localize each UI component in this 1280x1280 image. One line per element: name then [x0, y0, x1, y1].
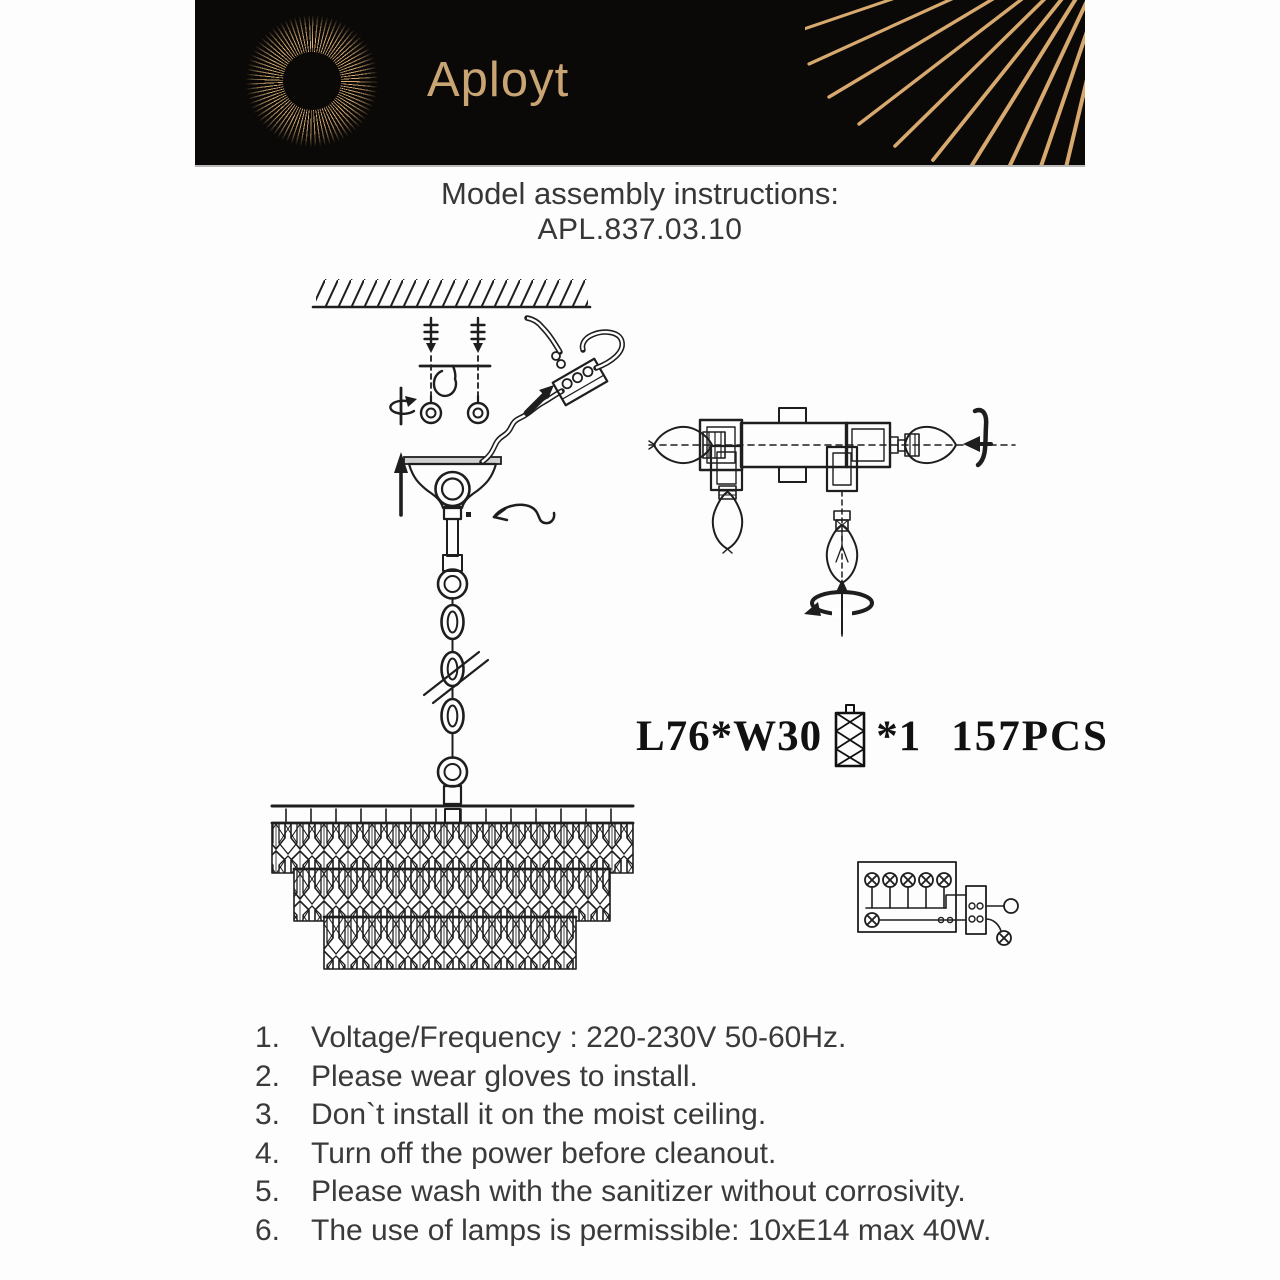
dimensions-label: L76*W30 [636, 712, 823, 760]
crystal-prism-icon [832, 704, 868, 768]
instruction-item [255, 1137, 1065, 1176]
canopy [404, 457, 554, 571]
instruction-number: 4. [255, 1136, 281, 1170]
instruction-number: 6. [255, 1213, 281, 1247]
quantity-label: *1 [876, 712, 922, 760]
wiring-diagram [858, 862, 1018, 945]
crystal-tier-3 [324, 917, 576, 969]
rotate-symbol-icon [390, 388, 417, 424]
instructions-list [255, 1021, 1065, 1253]
suspension-chain [424, 570, 488, 805]
instruction-item [255, 1098, 1065, 1137]
page-title: Model assembly instructions: [441, 176, 839, 211]
instruction-item [255, 1021, 1065, 1060]
bulb-rotation-arrow-right [963, 410, 991, 465]
crystal-tier-1 [272, 823, 633, 873]
instruction-item [255, 1214, 1065, 1253]
instruction-number: 3. [255, 1098, 281, 1132]
pieces-label: 157PCS [951, 712, 1109, 760]
instruction-number: 5. [255, 1175, 281, 1209]
brand-name: Aployt [427, 53, 570, 107]
bulb-rotation-arrow-bottom [804, 579, 872, 634]
chandelier-body [272, 806, 633, 969]
instruction-item [255, 1060, 1065, 1099]
instruction-number: 1. [255, 1021, 281, 1054]
parts-label [636, 704, 1109, 768]
crystal-tier-2 [294, 869, 610, 921]
instruction-text: Please wash with the sanitizer without corrosivity. [311, 1175, 966, 1209]
bulb-installation-diagram [649, 408, 1015, 636]
instruction-text: Please wear gloves to install. [311, 1059, 698, 1093]
model-number: APL.837.03.10 [537, 213, 743, 246]
instruction-text: Voltage/Frequency : 220-230V 50-60Hz. [311, 1021, 847, 1054]
instruction-text: The use of lamps is permissible: 10xE14 max 40W. [311, 1213, 992, 1247]
instruction-text: Don`t install it on the moist ceiling. [311, 1098, 767, 1132]
instruction-number: 2. [255, 1059, 281, 1093]
power-wire-and-terminal [482, 318, 622, 462]
instruction-item [255, 1175, 1065, 1214]
instruction-text: Turn off the power before cleanout. [311, 1136, 777, 1170]
ceiling-hatch [313, 279, 590, 307]
